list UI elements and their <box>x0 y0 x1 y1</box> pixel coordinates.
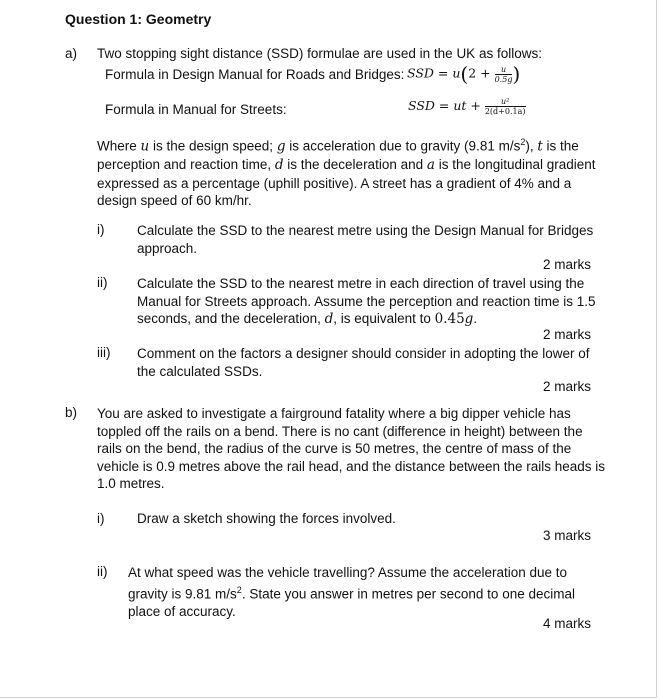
formula2-ssd-mfs: SSD = ut + $\frac{\text{u²}}{2(d+0.1a)}$ <box>408 97 526 116</box>
item-b-ii-line-3: place of accuracy. <box>128 603 236 619</box>
item-b-i-label: i) <box>97 511 105 526</box>
part-b-line-3: rails on the bend, the radius of the curve is 50 metres, the centre of mass of the <box>97 441 572 456</box>
definitions-line-4: design speed of 60 km/hr. <box>97 193 252 208</box>
item-b-ii-line-2: gravity is 9.81 $m/s^2$. State you answer in metres per second to one decimal <box>128 584 575 601</box>
item-a-i-line-2: approach. <box>137 240 198 256</box>
part-b-line-1: You are asked to investigate a fairground fatality where a big dipper vehicle has <box>97 406 571 421</box>
part-b-intro <box>97 405 605 493</box>
definitions-line-2: perception and reaction time, d is the deceleration and a is the longitudinal gradient <box>97 157 596 173</box>
formula1-label: Formula in Design Manual for Roads and Bridges: <box>105 67 405 82</box>
part-b-label: b) <box>65 405 78 420</box>
item-a-ii-label: ii) <box>97 275 108 290</box>
item-a-iii-label: iii) <box>97 345 111 360</box>
item-b-i-marks: 3 marks <box>542 528 591 543</box>
item-a-iii-marks: 2 marks <box>542 379 591 394</box>
item-a-ii-marks: 2 marks <box>542 327 591 342</box>
definitions-line-1: Where u is the design speed; g is acceleration due to gravity (9.81 $m/s^2$), t is the <box>97 137 579 155</box>
part-b-line-5: 1.0 metres. <box>97 476 165 491</box>
item-a-i-marks: 2 marks <box>542 257 591 272</box>
question-title: Question 1: Geometry <box>65 11 212 27</box>
item-a-i-text <box>137 222 593 257</box>
part-b-line-4: vehicle is 0.9 metres above the rail head, and the distance between the rails heads is <box>97 458 606 474</box>
item-b-i-text: Draw a sketch showing the forces involved. <box>137 511 396 526</box>
item-a-iii-text <box>137 345 590 380</box>
formula1-ssd-dmrb: SSD = u(2 + $\frac{u}{0.5g}$ ) <box>407 62 521 86</box>
item-a-iii-line-2: the calculated SSDs. <box>137 363 263 379</box>
item-b-ii-marks: 4 marks <box>542 616 591 631</box>
part-a-intro: Two stopping sight distance (SSD) formulae are used in the UK as follows: <box>97 46 542 61</box>
item-a-ii-line-3: seconds, and the deceleration, d, is equivalent to 0.45g. <box>137 311 478 327</box>
formula2-label: Formula in Manual for Streets: <box>105 102 287 117</box>
item-b-ii-label: ii) <box>97 564 108 579</box>
item-b-ii-line-1: At what speed was the vehicle travelling? Assume the acceleration due to <box>128 565 568 580</box>
item-a-ii-text <box>137 275 596 329</box>
item-a-ii-line-2: Manual for Streets approach. Assume the perception and reaction time is 1.5 <box>137 293 596 309</box>
part-b-line-2: toppled off the rails on a bend. There is no cant (difference in height) between the <box>97 423 583 439</box>
item-a-ii-line-1: Calculate the SSD to the nearest metre in each direction of travel using the <box>137 276 585 291</box>
item-a-i-label: i) <box>97 222 105 237</box>
definitions-line-3: expressed as a percentage (uphill positive). A street has a gradient of 4% and a <box>97 175 572 191</box>
item-b-ii-text <box>128 564 575 620</box>
item-a-i-line-1: Calculate the SSD to the nearest metre using the Design Manual for Bridges <box>137 223 594 238</box>
part-a-label: a) <box>65 46 78 61</box>
item-a-iii-line-1: Comment on the factors a designer should consider in adopting the lower of <box>137 346 590 361</box>
part-a-definitions <box>97 134 596 210</box>
